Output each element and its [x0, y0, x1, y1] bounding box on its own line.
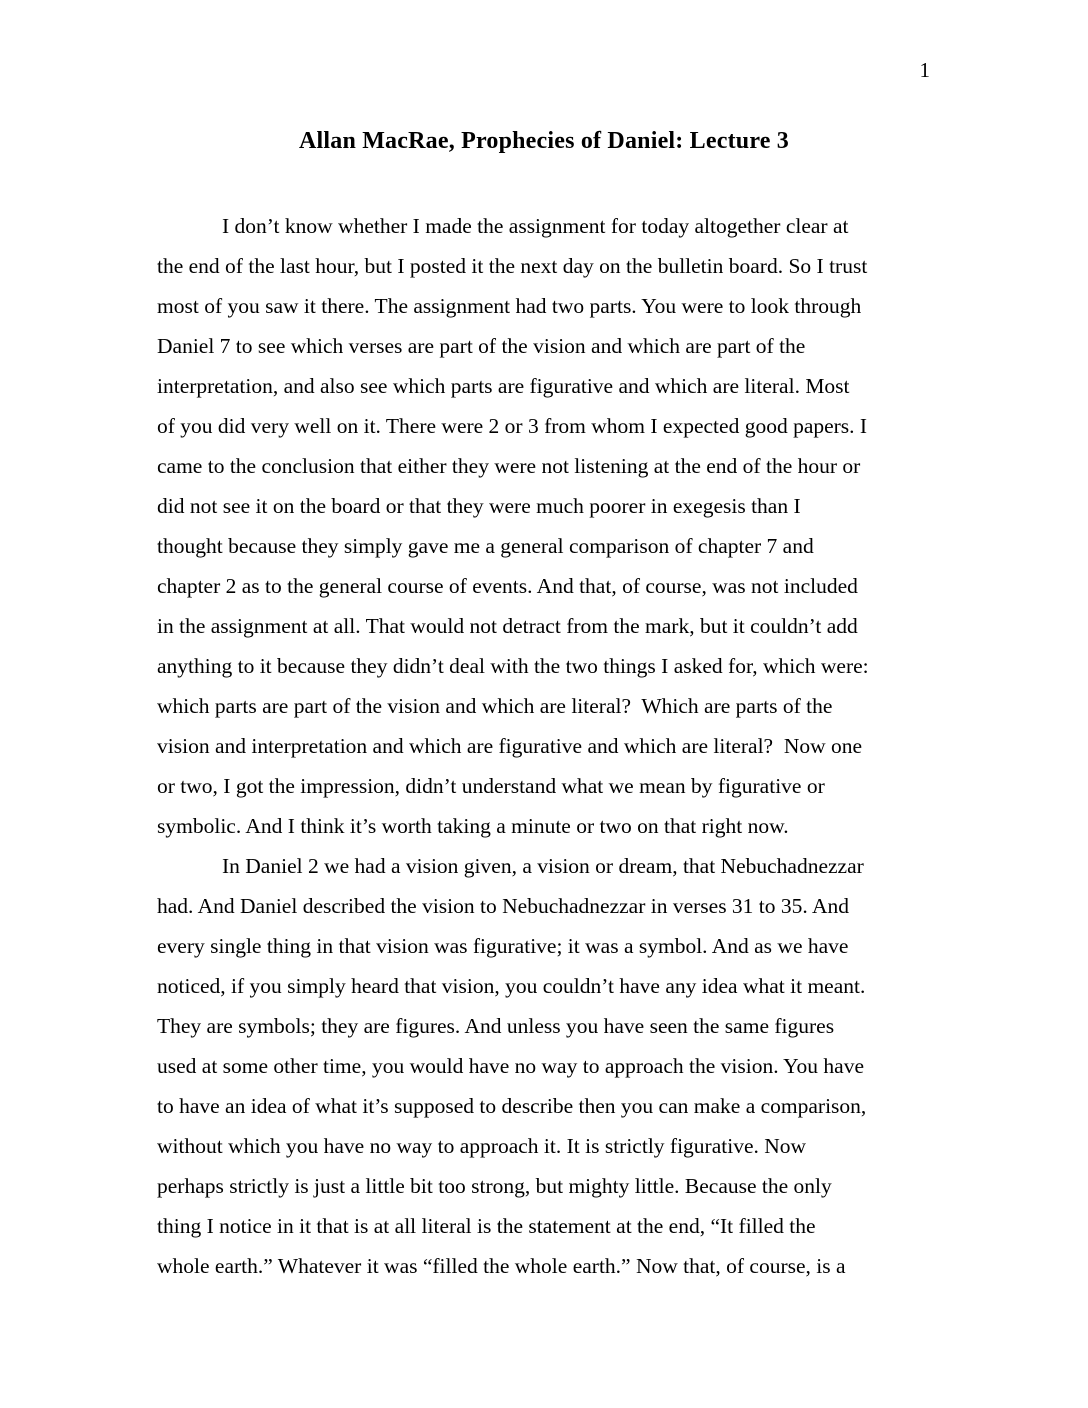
paragraph — [157, 206, 947, 846]
text-line: without which you have no way to approach it. It is strictly figurative. Now — [157, 1134, 807, 1158]
paragraph — [157, 846, 947, 1286]
text-line: in the assignment at all. That would not detract from the mark, but it couldn’t add — [157, 614, 858, 638]
text-line: I don’t know whether I made the assignment for today altogether clear at — [222, 214, 849, 238]
text-line: anything to it because they didn’t deal with the two things I asked for, which were: — [157, 654, 869, 678]
text-line: most of you saw it there. The assignment had two parts. You were to look through — [157, 294, 862, 318]
document-body — [157, 206, 947, 1286]
page-title: Allan MacRae, Prophecies of Daniel: Lecture 3 — [298, 128, 790, 154]
text-line: the end of the last hour, but I posted it the next day on the bulletin board. So I trust — [157, 254, 868, 278]
text-line: whole earth.” Whatever it was “filled the whole earth.” Now that, of course, is a — [157, 1254, 846, 1278]
text-line: did not see it on the board or that they were much poorer in exegesis than I — [157, 494, 801, 518]
text-line: symbolic. And I think it’s worth taking a minute or two on that right now. — [157, 814, 789, 838]
text-line: Daniel 7 to see which verses are part of the vision and which are part of the — [157, 334, 806, 358]
text-line: which parts are part of the vision and which are literal? Which are parts of the — [157, 694, 833, 718]
text-line: interpretation, and also see which parts are figurative and which are literal. Most — [157, 374, 850, 398]
text-line: to have an idea of what it’s supposed to describe then you can make a comparison, — [157, 1094, 867, 1118]
text-line: had. And Daniel described the vision to Nebuchadnezzar in verses 31 to 35. And — [157, 894, 849, 918]
text-line: In Daniel 2 we had a vision given, a vision or dream, that Nebuchadnezzar — [222, 854, 864, 878]
text-line: or two, I got the impression, didn’t understand what we mean by figurative or — [157, 774, 825, 798]
text-line: They are symbols; they are figures. And unless you have seen the same figures — [157, 1014, 835, 1038]
text-line: thought because they simply gave me a general comparison of chapter 7 and — [157, 534, 814, 558]
text-line: came to the conclusion that either they were not listening at the end of the hour or — [157, 454, 861, 478]
text-line: chapter 2 as to the general course of events. And that, of course, was not included — [157, 574, 858, 598]
text-line: thing I notice in it that is at all literal is the statement at the end, “It filled the — [157, 1214, 816, 1238]
text-line: used at some other time, you would have no way to approach the vision. You have — [157, 1054, 864, 1078]
text-line: noticed, if you simply heard that vision, you couldn’t have any idea what it meant. — [157, 974, 866, 998]
text-line: of you did very well on it. There were 2 or 3 from whom I expected good papers. I — [157, 414, 868, 438]
text-line: vision and interpretation and which are figurative and which are literal? Now one — [157, 734, 863, 758]
text-line: perhaps strictly is just a little bit too strong, but mighty little. Because the only — [157, 1174, 832, 1198]
text-line: every single thing in that vision was figurative; it was a symbol. And as we have — [157, 934, 849, 958]
page-number: 1 — [919, 58, 930, 82]
